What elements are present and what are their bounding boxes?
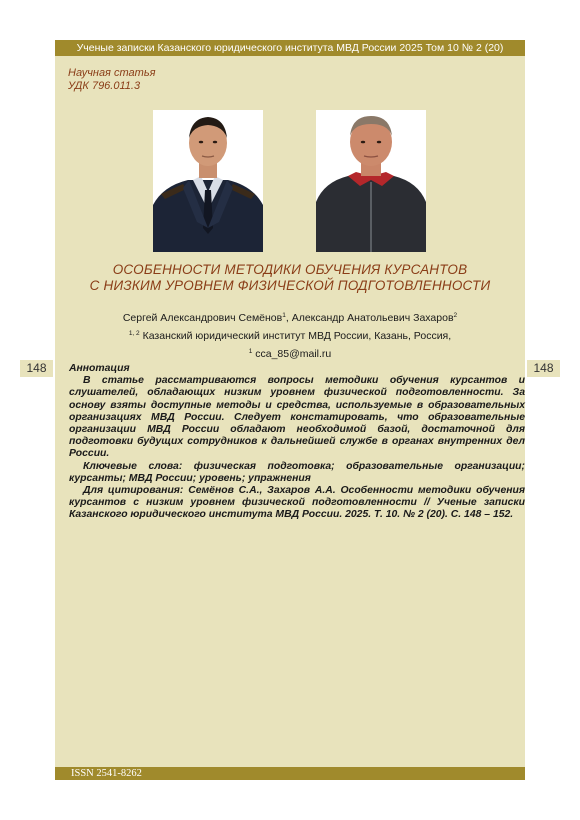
affiliation <box>55 326 525 344</box>
author-names <box>55 308 525 326</box>
author-separator: , <box>285 312 292 324</box>
title-line-1: ОСОБЕННОСТИ МЕТОДИКИ ОБУЧЕНИЯ КУРСАНТОВ <box>112 262 468 277</box>
author-photo-2 <box>316 110 426 252</box>
issn: ISSN 2541-8262 <box>71 768 142 779</box>
article-type: Научная статья <box>68 67 156 79</box>
affiliation-text: Казанский юридический институт МВД России, Казань, Россия, <box>139 330 452 342</box>
journal-page <box>55 40 525 780</box>
email-line <box>55 344 525 362</box>
author-photo-1 <box>153 110 263 252</box>
abstract-block <box>69 363 525 522</box>
article-title <box>55 262 525 294</box>
abstract-heading: Аннотация <box>69 363 130 374</box>
affiliation-index: 1, 2 <box>128 330 140 337</box>
citation: Для цитирования: Семёнов С.А., Захаров А.А. Особенности методики обучения курсантов с низким уровнем физической подготовленности // Ученые записки Казанского юридического института МВД России. 2025. Т. 10. № 2 (20). С. 148 – 152. <box>69 485 525 521</box>
page-number-left: 148 <box>20 360 53 377</box>
abstract-text: В статье рассматриваются вопросы методики обучения курсантов и слушателей, обладающих низким уровнем физической подготовленности. За основу взяты доступные методы и средства, используемые в образовательных организациях МВД России. Следует констатировать, что образовательные организации МВД России обладают необходимой базой, достаточной для подготовки будущих сотрудников к дальнейшей службе в органах внутренних дел России. <box>69 375 525 460</box>
author-1-index: 1 <box>282 312 286 319</box>
keywords: Ключевые слова: физическая подготовка; образовательные организации; курсанты; МВД России; уровень; упражнения <box>69 460 525 484</box>
article-meta <box>68 67 155 93</box>
page-number-right: 148 <box>527 360 560 377</box>
author-email[interactable]: cca_85@mail.ru <box>252 348 332 360</box>
author-2-index: 2 <box>453 312 458 319</box>
journal-footer <box>55 767 525 780</box>
authors-block <box>55 308 525 362</box>
journal-header: Ученые записки Казанского юридического института МВД России 2025 Том 10 № 2 (20) <box>55 40 525 56</box>
title-line-2: С НИЗКИМ УРОВНЕМ ФИЗИЧЕСКОЙ ПОДГОТОВЛЕННОСТИ <box>89 278 491 293</box>
author-1-name: Сергей Александрович Семёнов <box>122 312 283 324</box>
author-2-name: Александр Анатольевич Захаров <box>291 312 454 324</box>
email-index: 1 <box>248 348 253 355</box>
udc-code: УДК 796.011.3 <box>68 80 141 92</box>
